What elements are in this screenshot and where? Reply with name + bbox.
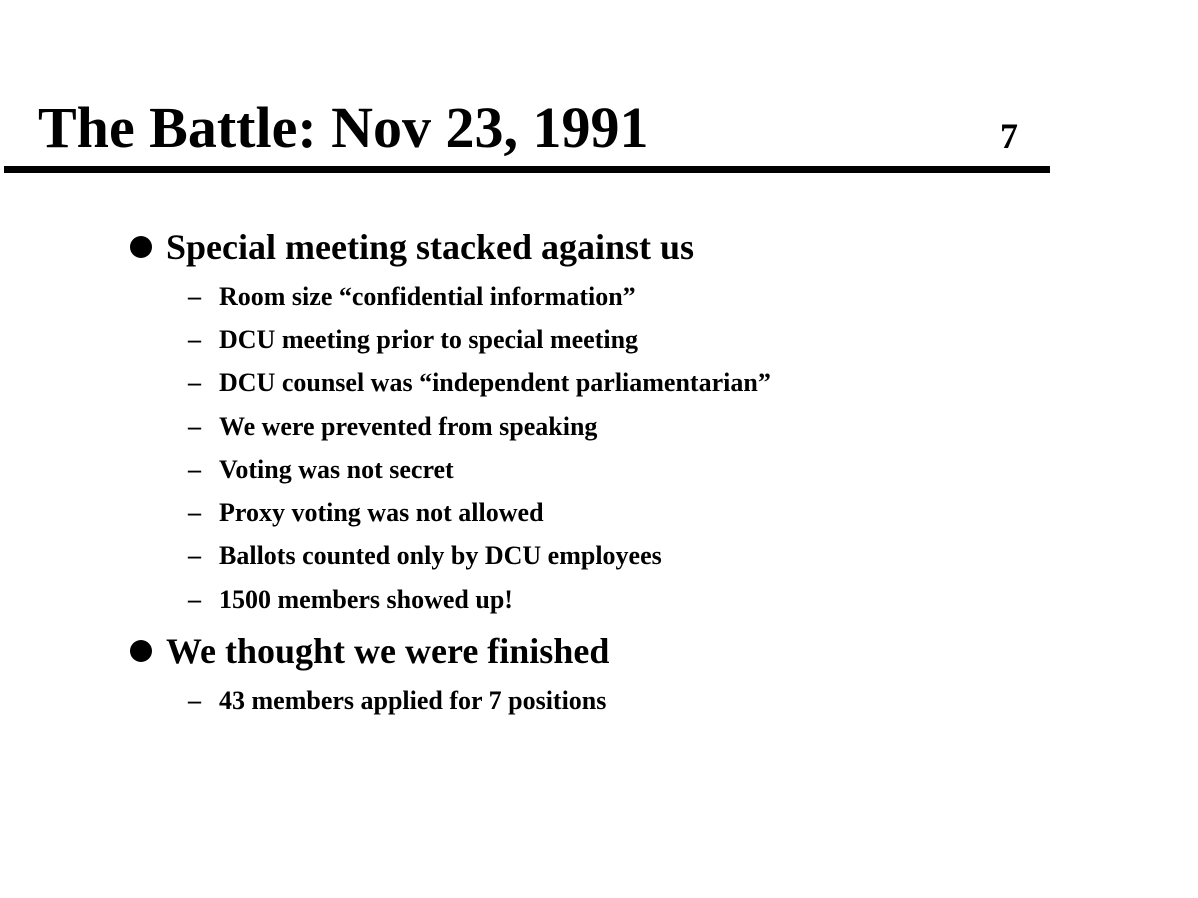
bullet-dot-icon [130,236,152,258]
dash-icon: – [188,325,201,354]
sub-item-text: DCU counsel was “independent parliamentarian” [219,368,771,397]
bullet-item [130,227,694,267]
dash-icon: – [188,368,201,397]
sub-item [188,585,513,615]
bullet-dot-icon [130,640,152,662]
sub-item [188,282,636,312]
sub-item [188,412,597,442]
sub-item [188,498,544,528]
sub-item [188,455,454,485]
sub-item-text: Voting was not secret [219,455,454,484]
sub-item-text: We were prevented from speaking [219,412,598,441]
page-number: 7 [1000,116,1018,156]
dash-icon: – [188,412,201,441]
sub-item-text: Ballots counted only by DCU employees [219,541,662,570]
dash-icon: – [188,498,201,527]
sub-item-text: Proxy voting was not allowed [219,498,544,527]
bullet-text: Special meeting stacked against us [166,227,695,267]
dash-icon: – [188,585,201,614]
sub-item [188,686,606,716]
dash-icon: – [188,282,201,311]
bullet-item [130,631,609,671]
title-divider [4,166,1050,173]
sub-item-text: 43 members applied for 7 positions [219,686,607,715]
dash-icon: – [188,686,201,715]
sub-item [188,368,771,398]
slide-title: The Battle: Nov 23, 1991 [38,95,649,160]
sub-item [188,541,662,571]
sub-item-text: Room size “confidential information” [219,282,636,311]
sub-item-text: 1500 members showed up! [219,585,513,614]
dash-icon: – [188,455,201,484]
sub-item [188,325,638,355]
bullet-text: We thought we were finished [166,631,610,671]
sub-item-text: DCU meeting prior to special meeting [219,325,639,354]
dash-icon: – [188,541,201,570]
